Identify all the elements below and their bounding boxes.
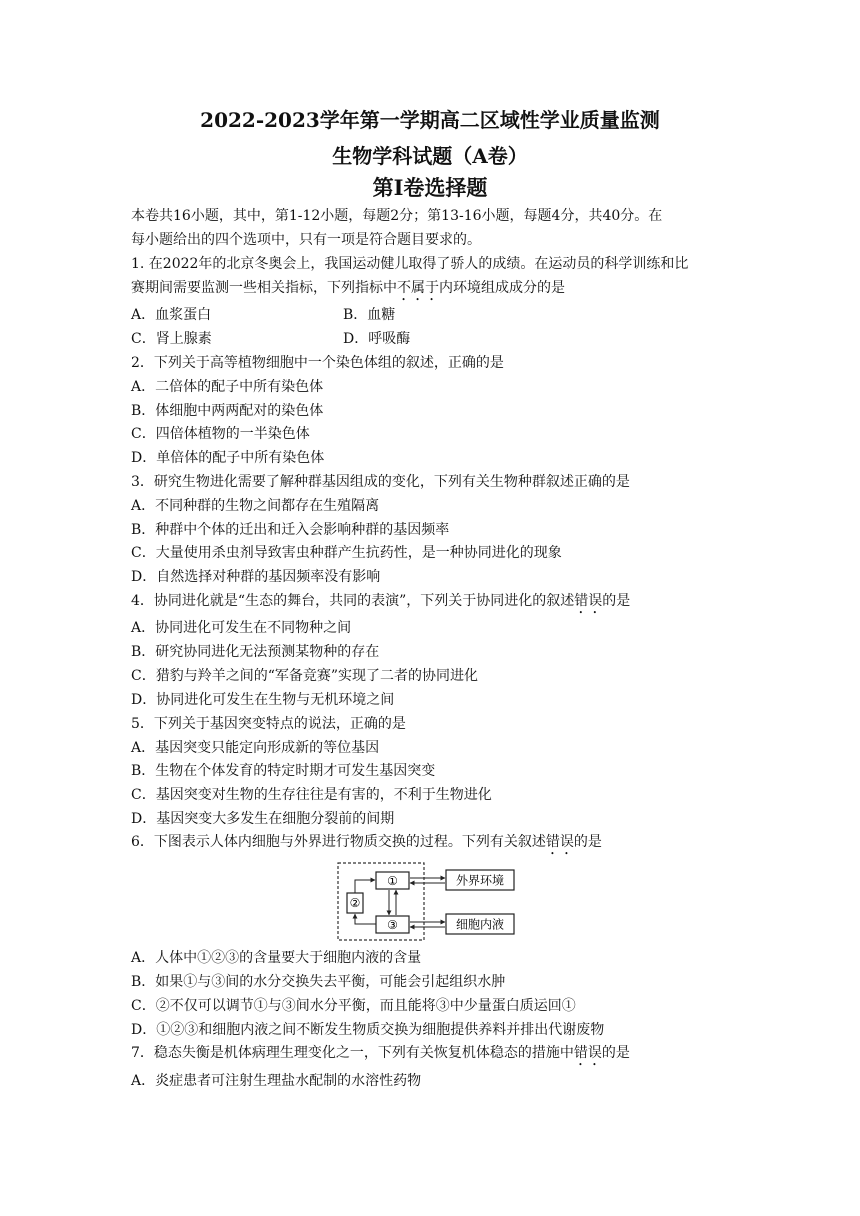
intracellular-fluid-label: 细胞内液 <box>455 917 505 932</box>
node-3-label: ③ <box>387 918 398 932</box>
q6-stem-pre: 6．下图表示人体内细胞与外界进行物质交换的过程。下列有关叙述 <box>131 834 546 850</box>
q3-option-d: D．自然选择对种群的基因频率没有影响 <box>131 569 381 585</box>
q3-option-b: B．种群中个体的迁出和迁入会影响种群的基因频率 <box>131 522 450 538</box>
q1-option-a: A．血浆蛋白 <box>131 307 212 323</box>
q3-option-a: A．不同种群的生物之间都存在生殖隔离 <box>131 498 380 514</box>
q6-option-a: A．人体中①②③的含量要大于细胞内液的含量 <box>131 950 422 966</box>
q4-option-b: B．研究协同进化无法预测某物种的存在 <box>131 644 380 660</box>
q1-option-d: D．呼吸酶 <box>343 331 411 347</box>
q3-stem: 3．研究生物进化需要了解种群基因组成的变化，下列有关生物种群叙述正确的是 <box>131 474 630 490</box>
q6-option-b: B．如果①与③间的水分交换失去平衡，可能会引起组织水肿 <box>131 974 506 990</box>
exam-title: 2022-2023学年第一学期高二区域性学业质量监测 <box>200 108 660 132</box>
section-title: 第Ⅰ卷选择题 <box>372 175 488 200</box>
q4-stem-pre: 4．协同进化就是“生态的舞台，共同的表演”，下列关于协同进化的叙述 <box>131 593 575 609</box>
q3-option-c: C．大量使用杀虫剂导致害虫种群产生抗药性，是一种协同进化的现象 <box>131 545 562 561</box>
outer-environment-label: 外界环境 <box>455 873 505 888</box>
q6-stem <box>131 832 602 858</box>
q7-stem-emphasis: 错误 <box>573 1045 602 1061</box>
exam-subtitle: 生物学科试题（A卷） <box>332 144 528 168</box>
q2-option-b: B．体细胞中两两配对的染色体 <box>131 403 324 419</box>
q7-stem-post: 的是 <box>601 1045 630 1061</box>
q4-stem-emphasis: 错误 <box>574 593 603 609</box>
q2-option-c: C．四倍体植物的一半染色体 <box>131 426 310 442</box>
arrow-2-to-1 <box>355 880 375 893</box>
q1-stem-line-2 <box>131 278 565 304</box>
q4-option-c: C．猎豹与羚羊之间的“军备竞赛”实现了二者的协同进化 <box>131 668 479 684</box>
q4-stem-post: 的是 <box>602 593 631 609</box>
q4-option-d: D．协同进化可发生在生物与无机环境之间 <box>131 692 395 708</box>
node-2-label: ② <box>349 896 361 910</box>
q5-stem: 5．下列关于基因突变特点的说法，正确的是 <box>131 716 406 732</box>
q7-stem <box>131 1043 630 1069</box>
q6-option-d: D．①②③和细胞内液之间不断发生物质交换为细胞提供养料并排出代谢废物 <box>131 1022 605 1038</box>
q4-option-a: A．协同进化可发生在不同物种之间 <box>131 620 352 636</box>
node-1-label: ① <box>387 874 398 888</box>
q6-option-c: C．②不仅可以调节①与③间水分平衡，而且能将③中少量蛋白质运回① <box>131 998 576 1014</box>
q4-stem <box>131 591 630 617</box>
q2-option-d: D．单倍体的配子中所有染色体 <box>131 450 325 466</box>
q6-stem-post: 的是 <box>573 834 602 850</box>
q6-stem-emphasis: 错误 <box>545 834 574 850</box>
q7-stem-pre: 7．稳态失衡是机体病理生理变化之一，下列有关恢复机体稳态的措施中 <box>131 1045 574 1061</box>
q5-option-a: A．基因突变只能定向形成新的等位基因 <box>131 740 380 756</box>
intro-line-1: 本卷共16小题，其中，第1-12小题，每题2分；第13-16小题，每题4分，共40分。在 <box>131 208 663 224</box>
arrow-3-to-2 <box>355 914 376 924</box>
q1-stem-post: 内环境组成成分的是 <box>439 280 565 296</box>
q2-option-a: A．二倍体的配子中所有染色体 <box>131 379 324 395</box>
q2-stem: 2．下列关于高等植物细胞中一个染色体组的叙述，正确的是 <box>131 355 504 371</box>
q6-exchange-diagram <box>336 860 526 944</box>
q5-option-b: B．生物在个体发育的特定时期才可发生基因突变 <box>131 763 436 779</box>
q1-stem-pre: 赛期间需要监测一些相关指标，下列指标中 <box>131 280 397 296</box>
q1-stem-line-1: 1. 在2022年的北京冬奥会上，我国运动健儿取得了骄人的成绩。在运动员的科学训练和比 <box>131 256 689 272</box>
q5-option-c: C．基因突变对生物的生存往往是有害的，不利于生物进化 <box>131 787 492 803</box>
q5-option-d: D．基因突变大多发生在细胞分裂前的间期 <box>131 811 395 827</box>
intro-line-2: 每小题给出的四个选项中，只有一项是符合题目要求的。 <box>131 232 481 248</box>
q1-option-b: B．血糖 <box>343 307 396 323</box>
q1-option-c: C．肾上腺素 <box>131 331 212 347</box>
q7-option-a: A．炎症患者可注射生理盐水配制的水溶性药物 <box>131 1073 422 1089</box>
q1-stem-emphasis: 不属于 <box>397 280 439 296</box>
